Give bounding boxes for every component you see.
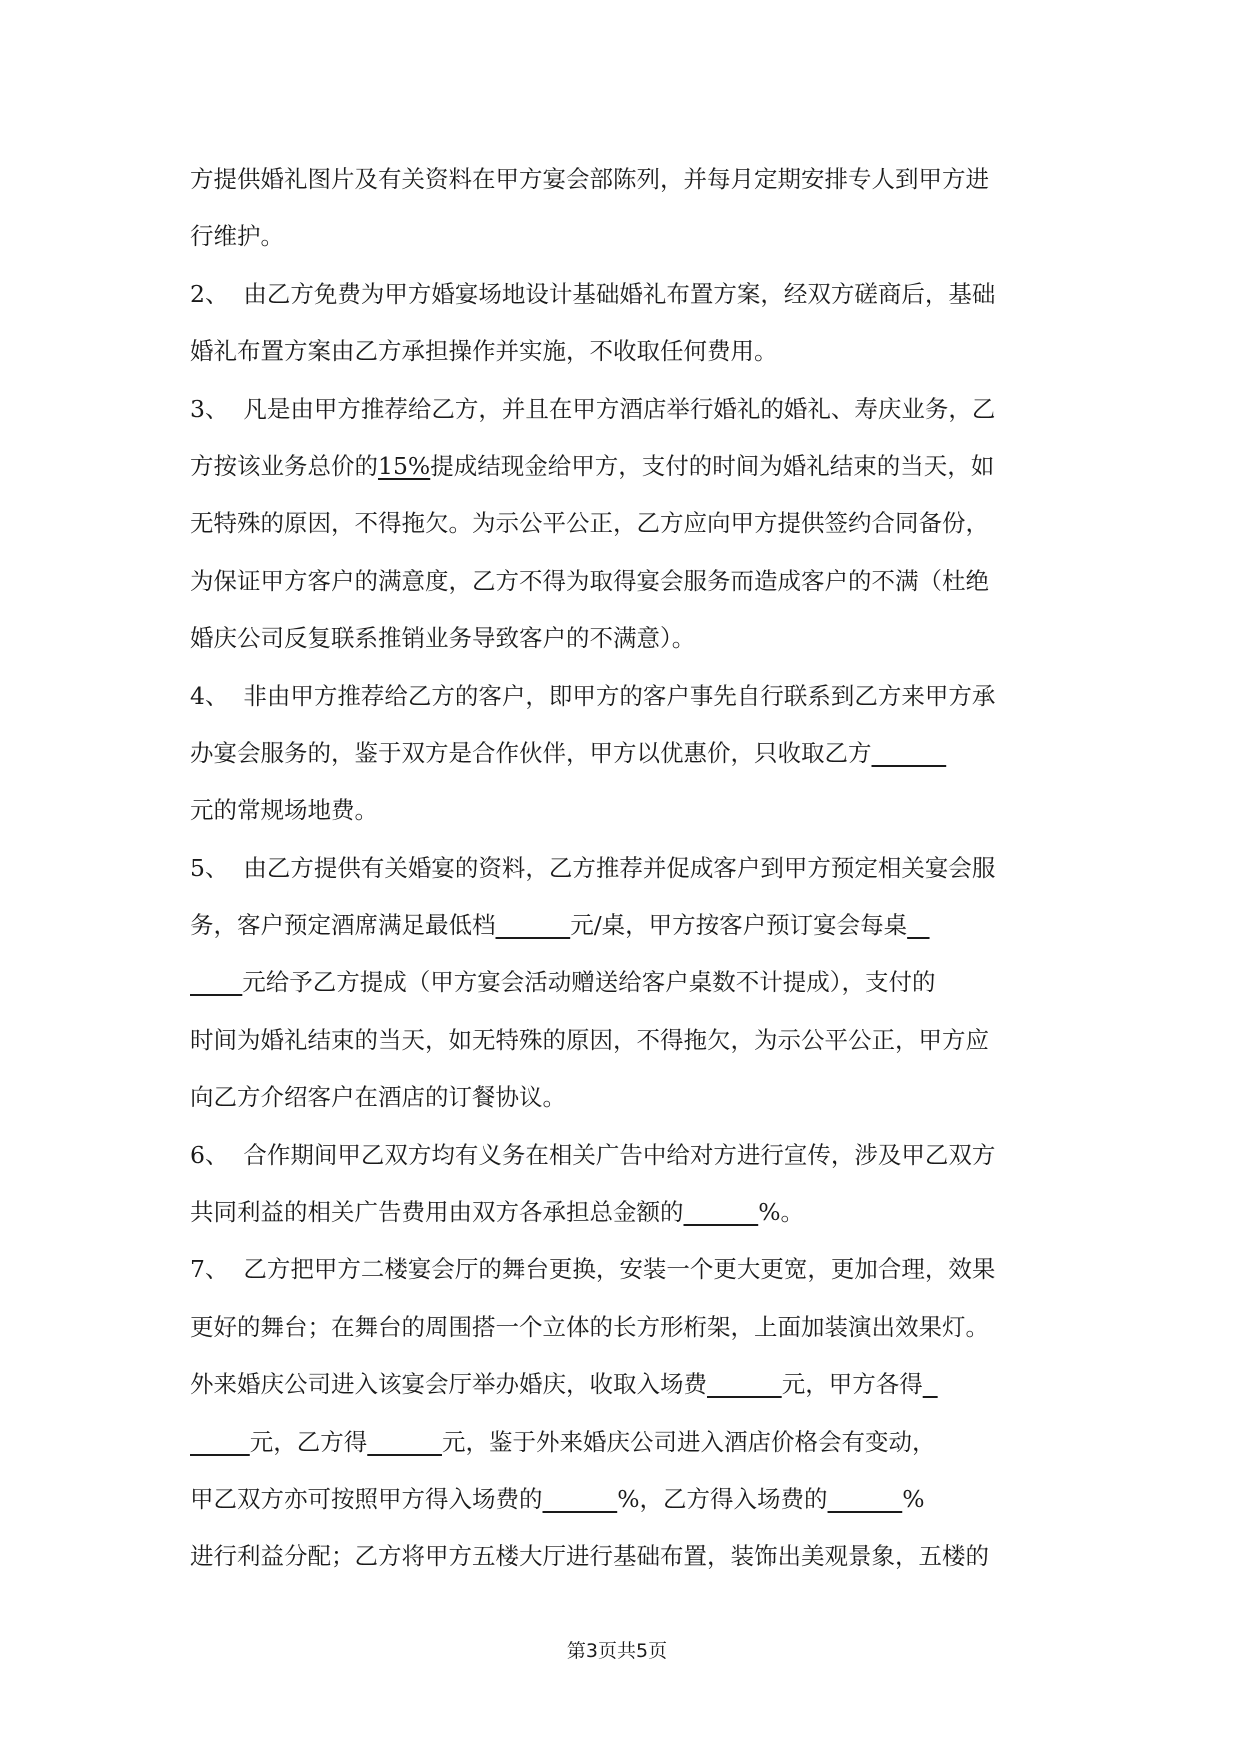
text-line: 进行利益分配；乙方将甲方五楼大厅进行基础布置，装饰出美观景象，五楼的 <box>190 1542 989 1571</box>
blank-field <box>707 1370 782 1398</box>
text-line: 婚庆公司反复联系推销业务导致客户的不满意）。 <box>190 624 696 653</box>
text-line: 更好的舞台；在舞台的周围搭一个立体的长方形桁架，上面加装演出效果灯。 <box>190 1312 989 1341</box>
blank-field <box>872 739 947 767</box>
blank-field <box>367 1428 442 1456</box>
blank-field <box>684 1198 759 1226</box>
clause-4-line: 4、 非由甲方推荐给乙方的客户，即甲方的客户事先自行联系到乙方来甲方承 <box>190 681 996 710</box>
text-line: 元，乙方得 元，鉴于外来婚庆公司进入酒店价格会有变动， <box>190 1414 1070 1471</box>
contract-body <box>190 151 1070 1586</box>
text-line: 行维护。 <box>190 222 284 251</box>
commission-rate: 15% <box>378 451 431 480</box>
text-line: 外来婚庆公司进入该宴会厅举办婚庆，收取入场费 元，甲方各得 <box>190 1356 1070 1413</box>
text-line: 方按该业务总价的15%提成结现金给甲方，支付的时间为婚礼结束的当天，如 <box>190 451 995 480</box>
blank-field <box>190 968 242 996</box>
clause-2-line: 2、 由乙方免费为甲方婚宴场地设计基础婚礼布置方案，经双方磋商后，基础 <box>190 279 996 308</box>
text-line: 元给予乙方提成（甲方宴会活动赠送给客户桌数不计提成），支付的 <box>190 954 1070 1011</box>
text-line: 务，客户预定酒席满足最低档 元/桌，甲方按客户预订宴会每桌 <box>190 897 1070 954</box>
blank-field <box>496 911 571 939</box>
text-line: 元的常规场地费。 <box>190 796 378 825</box>
text-line: 无特殊的原因，不得拖欠。为示公平公正，乙方应向甲方提供签约合同备份， <box>190 509 989 538</box>
text-line: 婚礼布置方案由乙方承担操作并实施，不收取任何费用。 <box>190 337 778 366</box>
clause-7-line: 7、 乙方把甲方二楼宴会厅的舞台更换，安装一个更大更宽，更加合理，效果 <box>190 1255 996 1284</box>
text-line: 时间为婚礼结束的当天，如无特殊的原因，不得拖欠，为示公平公正，甲方应 <box>190 1025 989 1054</box>
blank-field <box>828 1485 903 1513</box>
text-line: 办宴会服务的，鉴于双方是合作伙伴，甲方以优惠价，只收取乙方 <box>190 725 1070 782</box>
text-line: 共同利益的相关广告费用由双方各承担总金额的 %。 <box>190 1198 805 1227</box>
clause-3-line: 3、 凡是由甲方推荐给乙方，并且在甲方酒店举行婚礼的婚礼、寿庆业务，乙 <box>190 394 996 423</box>
clause-5-line: 5、 由乙方提供有关婚宴的资料，乙方推荐并促成客户到甲方预定相关宴会服 <box>190 853 996 882</box>
blank-field <box>190 1428 250 1456</box>
text-line: 方提供婚礼图片及有关资料在甲方宴会部陈列，并每月定期安排专人到甲方进 <box>190 165 989 193</box>
text-line: 向乙方介绍客户在酒店的订餐协议。 <box>190 1083 566 1112</box>
blank-field <box>543 1485 618 1513</box>
clause-6-line: 6、 合作期间甲乙双方均有义务在相关广告中给对方进行宣传，涉及甲乙双方 <box>190 1140 996 1169</box>
blank-field <box>923 1370 938 1398</box>
text-line: 为保证甲方客户的满意度，乙方不得为取得宴会服务而造成客户的不满（杜绝 <box>190 566 989 595</box>
page-number: 第3页共5页 <box>566 1640 668 1662</box>
text-line: 甲乙双方亦可按照甲方得入场费的 %，乙方得入场费的 % <box>190 1484 925 1513</box>
blank-field <box>907 911 929 939</box>
